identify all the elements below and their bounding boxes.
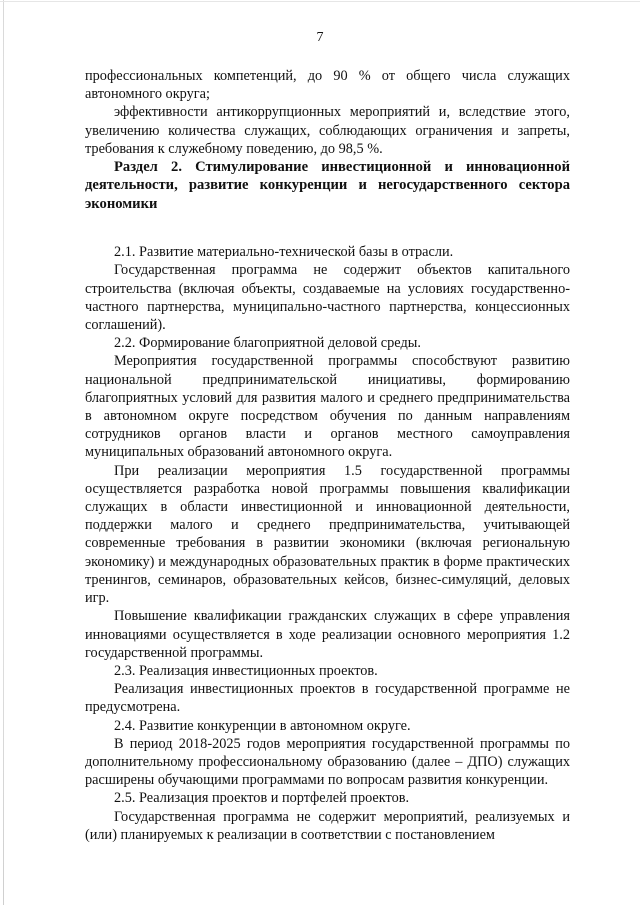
paragraph-measure-1-5: При реализации мероприятия 1.5 государственной программы осуществляется разработка новой программы повышения квалификации служащих в области инвестиционной и инновационной деятельности, поддержки малого и среднего предпринимательства, учитывающей современные требования в развитии экономики (включая региональную экономику) и международных образовательных практик в форме практических тренингов, семинаров, образовательных кейсов, бизнес-симуляций, деловых игр. bbox=[85, 462, 570, 607]
document-body bbox=[85, 67, 570, 844]
scan-edge bbox=[3, 0, 4, 905]
paragraph-anticorruption: эффективности антикоррупционных мероприятий и, вследствие этого, увеличению количества служащих, соблюдающих ограничения и запреты, требования к служебному поведению, до 98,5 %. bbox=[85, 104, 570, 157]
paragraph-innovation-management: Повышение квалификации гражданских служащих в сфере управления инновациями осуществляется в ходе реализации основного мероприятия 1.2 государственной программы. bbox=[85, 608, 570, 661]
section-heading: Раздел 2. Стимулирование инвестиционной и инновационной деятельности, развитие конкуренции и негосударственного сектора экономики bbox=[85, 159, 570, 212]
paragraph-capital-construction: Государственная программа не содержит объектов капитального строительства (включая объекты, создаваемые на условиях государственно-частного партнерства, муниципально-частного партнерства, концессионных соглашений). bbox=[85, 262, 570, 334]
subsection-2-4: 2.4. Развитие конкуренции в автономном округе. bbox=[114, 717, 411, 734]
subsection-2-5: 2.5. Реализация проектов и портфелей проектов. bbox=[114, 790, 410, 807]
paragraph-project-portfolios: Государственная программа не содержит мероприятий, реализуемых и (или) планируемых к реализации в соответствии с постановлением bbox=[85, 808, 570, 843]
paragraph-investment-projects: Реализация инвестиционных проектов в государственной программе не предусмотрена. bbox=[85, 681, 570, 716]
subsection-2-1: 2.1. Развитие материально-технической базы в отрасли. bbox=[114, 244, 454, 261]
paragraph-competition: В период 2018-2025 годов мероприятия государственной программы по дополнительному профессиональному образованию (далее – ДПО) служащих расширены обучающими программами по вопросам развития конкуренции. bbox=[85, 735, 570, 789]
page-number: 7 bbox=[316, 30, 324, 45]
paragraph-business-environment: Мероприятия государственной программы способствуют развитию национальной предпринимательской инициативы, формированию благоприятных условий для развития малого и среднего предпринимательства в автономном округе посредством обучения по данным направлениям сотрудников органов власти и органов местного самоуправления муниципальных образований автономного округа. bbox=[85, 353, 570, 461]
scan-edge-top bbox=[0, 1, 640, 2]
paragraph-competencies: профессиональных компетенций, до 90 % от общего числа служащих автономного округа; bbox=[85, 68, 570, 103]
subsection-2-2: 2.2. Формирование благоприятной деловой среды. bbox=[114, 335, 421, 352]
subsection-2-3: 2.3. Реализация инвестиционных проектов. bbox=[114, 662, 378, 679]
